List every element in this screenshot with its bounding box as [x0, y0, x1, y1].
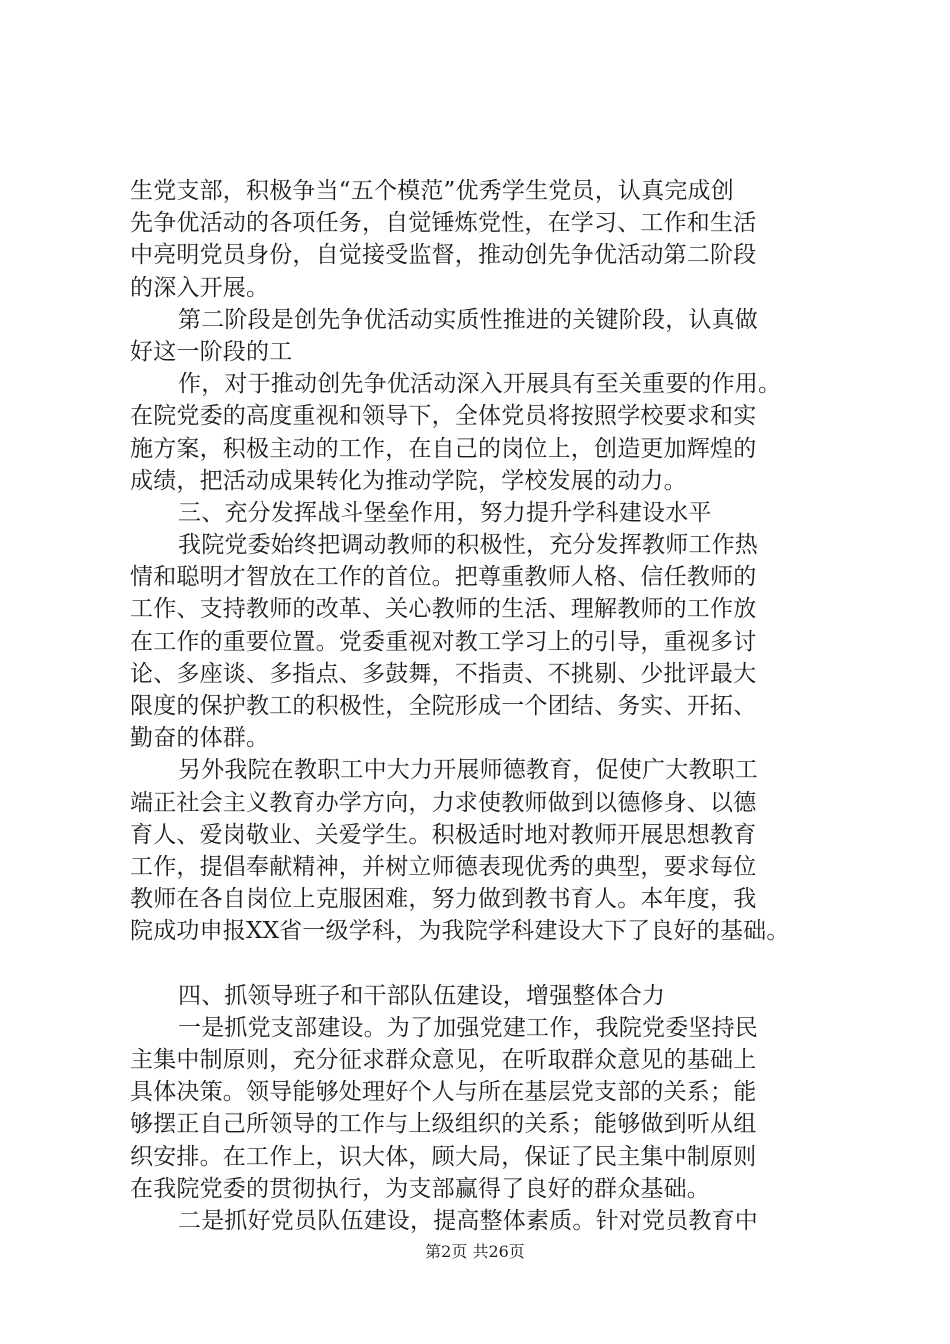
- text-line: 另外我院在教职工中大力开展师德教育，促使广大教职工: [178, 757, 758, 784]
- page-footer: 第2页 共26页: [425, 1242, 525, 1261]
- text-line: 三、充分发挥战斗堡垒作用，努力提升学科建设水平: [178, 499, 712, 526]
- text-line: 工作，提倡奉献精神，并树立师德表现优秀的典型，要求每位: [130, 853, 757, 880]
- text-line: 第二阶段是创先争优活动实质性推进的关键阶段，认真做: [178, 306, 758, 333]
- text-line: 好这一阶段的工: [130, 338, 293, 365]
- text-line: 先争优活动的各项任务，自觉锤炼党性，在学习、工作和生活: [130, 210, 757, 237]
- text-line: 育人、爱岗敬业、关爱学生。积极适时地对教师开展思想教育: [130, 821, 757, 848]
- text-line: 端正社会主义教育办学方向，力求使教师做到以德修身、以德: [130, 789, 757, 816]
- text-line: 织安排。在工作上，识大体，顾大局，保证了民主集中制原则: [130, 1143, 757, 1170]
- text-line: 我院党委始终把调动教师的积极性，充分发挥教师工作热: [178, 532, 758, 559]
- text-line: 主集中制原则，充分征求群众意见，在听取群众意见的基础上: [130, 1047, 757, 1074]
- text-line: 限度的保护教工的积极性，全院形成一个团结、务实、开拓、: [130, 693, 757, 719]
- text-line: 四、抓领导班子和干部队伍建设，增强整体合力: [178, 982, 666, 1009]
- text-line: 在工作的重要位置。党委重视对教工学习上的引导，重视多讨: [130, 628, 757, 655]
- text-line: 在我院党委的贯彻执行，为支部赢得了良好的群众基础。: [130, 1175, 710, 1202]
- text-line: 具体决策。领导能够处理好个人与所在基层党支部的关系；能: [130, 1079, 757, 1106]
- text-line: 作，对于推动创先争优活动深入开展具有至关重要的作用。: [178, 371, 782, 398]
- text-line: 中亮明党员身份，自觉接受监督，推动创先争优活动第二阶段: [130, 242, 757, 269]
- text-line: 一是抓党支部建设。为了加强党建工作，我院党委坚持民: [178, 1014, 758, 1041]
- text-line: 在院党委的高度重视和领导下，全体党员将按照学校要求和实: [130, 403, 757, 430]
- text-line: 的深入开展。: [130, 274, 270, 301]
- text-line: 教师在各自岗位上克服困难，努力做到教书育人。本年度，我: [130, 886, 757, 913]
- text-line: 勤奋的体群。: [130, 725, 270, 752]
- text-line: 院成功申报XX省一级学科，为我院学科建设大下了良好的基础。: [130, 918, 790, 945]
- text-line: 论、多座谈、多指点、多鼓舞，不指责、不挑剔、少批评最大: [130, 660, 757, 687]
- text-line: 施方案，积极主动的工作，在自己的岗位上，创造更加辉煌的: [130, 435, 757, 462]
- text-line: 二是抓好党员队伍建设，提高整体素质。针对党员教育中: [178, 1208, 758, 1234]
- text-line: 情和聪明才智放在工作的首位。把尊重教师人格、信任教师的: [130, 564, 757, 591]
- text-line: 生党支部，积极争当“五个模范”优秀学生党员，认真完成创: [130, 178, 734, 204]
- text-line: 成绩，把活动成果转化为推动学院，学校发展的动力。: [130, 467, 687, 494]
- text-line: 工作、支持教师的改革、关心教师的生活、理解教师的工作放: [130, 596, 757, 623]
- text-line: 够摆正自己所领导的工作与上级组织的关系；能够做到听从组: [130, 1111, 757, 1138]
- document-body: [130, 175, 840, 1237]
- blank-line: [130, 948, 840, 980]
